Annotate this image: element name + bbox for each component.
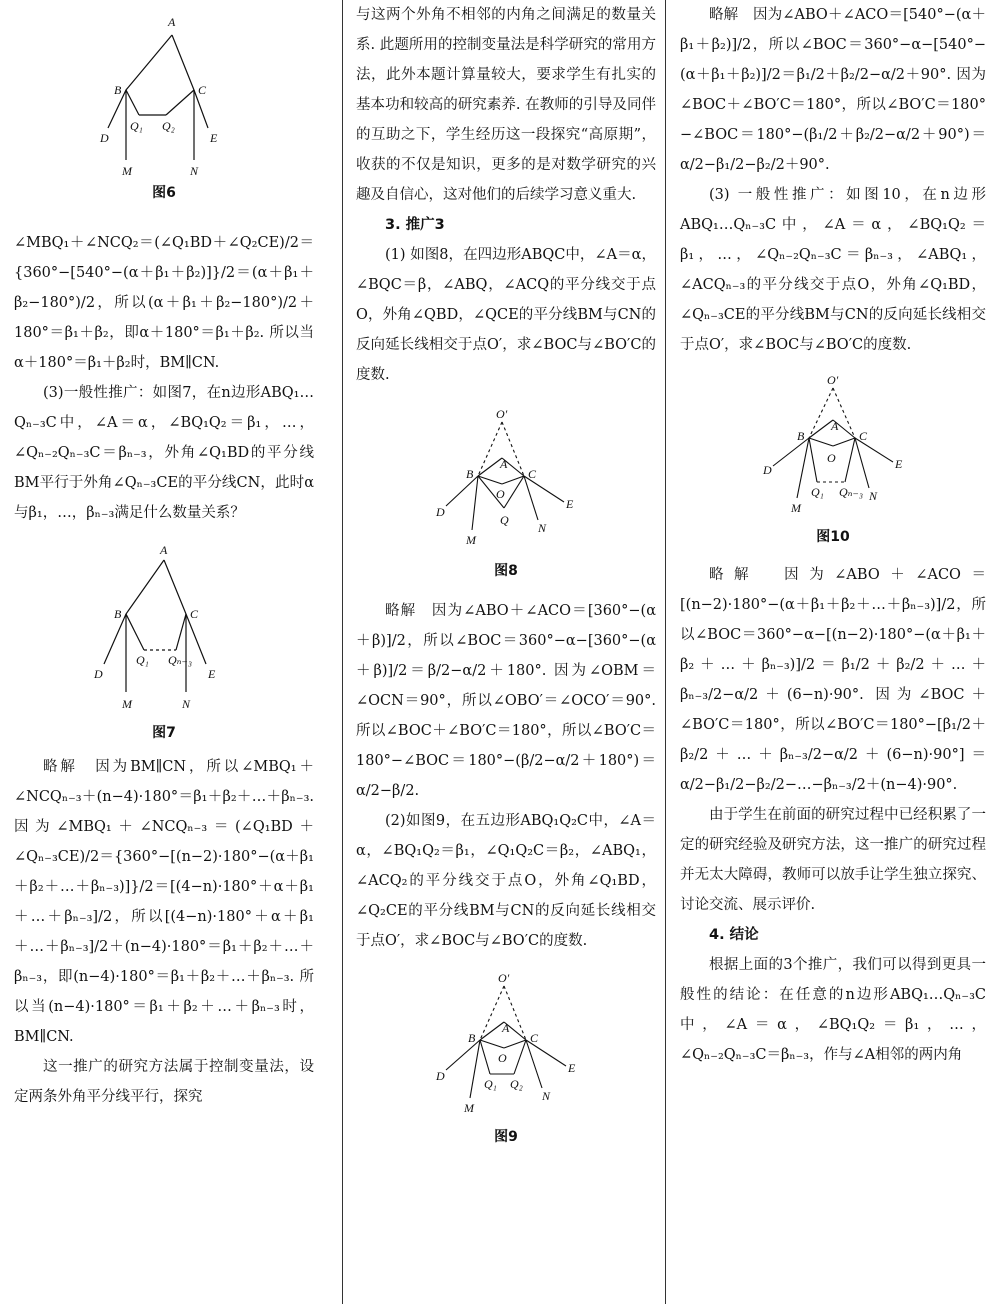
fig7-label-Q1: Q₁ [136, 653, 149, 667]
fig7-label-B: B [114, 607, 122, 621]
figure-10 [733, 374, 933, 524]
fig10-label-B: B [797, 429, 805, 443]
col2-paragraph-1: 与这两个外角不相邻的内角之间满足的数量关系. 此题所用的控制变量法是科学研究的常用方法，此外本题计算量较大，要求学生有扎实的基本功和较高的研究素养. 在教师的引导及同伴的互助之下，学生经历这一段探究“高原期”，收获的不仅是知识，更多的是对数学研究的兴趣及自信心，这对他们的后续学习意义重大. [356, 7, 656, 203]
fig7-label-Qn: Qₙ₋₃ [168, 653, 193, 667]
fig9-label-A: A [502, 1021, 510, 1035]
fig9-label-B: B [468, 1031, 476, 1045]
col2-paragraph-2: (1) 如图8，在四边形ABQC中，∠A＝α，∠BQC＝β，∠ABQ，∠ACQ的平分线交于点O，外角∠QBD，∠QCE的平分线BM与CN的反向延长线相交于点O′，求∠BOC与∠BO′C的度数. [356, 247, 656, 383]
fig10-label-O: O [827, 451, 836, 465]
fig10-label-C: C [859, 429, 868, 443]
fig8-label-M: M [466, 533, 476, 547]
col2-paragraph-3: 略解 因为∠ABO＋∠ACO＝[360°−(α＋β)]/2，所以∠BOC＝360°−α−[360°−(α＋β)]/2＝β/2−α/2＋180°. 因为∠OBM＝∠OCN＝90°，所以∠OBO′＝∠OCO′＝90°. 所以∠BOC＋∠BO′C＝180°，所以∠BO′C＝180°−∠BOC＝180°−(β/2−α/2＋180°)＝α/2−β/2. [356, 603, 656, 799]
fig10-label-A: A [831, 419, 839, 433]
fig8-label-O-prime: O′ [496, 408, 508, 421]
figure-8 [406, 408, 606, 558]
column-1 [14, 0, 314, 1304]
fig6-label-A: A [168, 15, 176, 29]
fig7-label-N: N [182, 697, 191, 711]
col3-paragraph-5: 根据上面的3个推广，我们可以得到更具一般性的结论：在任意的n边形ABQ₁…Qₙ₋₃C中，∠A＝α，∠BQ₁Q₂＝β₁，…，∠Qₙ₋₂Qₙ₋₃C＝βₙ₋₃，作与∠A相邻的两内角 [680, 957, 986, 1063]
fig9-label-Q1: Q₁ [484, 1077, 497, 1091]
fig6-label-M: M [122, 164, 132, 178]
fig10-label-D: D [763, 463, 772, 477]
col1-paragraph-2: (3)一般性推广：如图7，在n边形ABQ₁…Qₙ₋₃C中，∠A＝α，∠BQ₁Q₂＝β₁，…，∠Qₙ₋₂Qₙ₋₃C＝βₙ₋₃，外角∠Q₁BD的平分线BM平行于外角∠Qₙ₋₃CE的平分线CN，此时α与β₁，…，βₙ₋₃满足什么数量关系？ [14, 385, 314, 521]
fig8-label-O: O [496, 487, 505, 501]
figure-7-caption: 图7 [152, 725, 176, 741]
fig6-label-D: D [100, 131, 109, 145]
col3-paragraph-4: 由于学生在前面的研究过程中已经积累了一定的研究经验及研究方法，这一推广的研究过程并无太大障碍，教师可以放手让学生独立探究、讨论交流、展示评价. [680, 807, 986, 913]
fig8-label-E: E [566, 497, 574, 511]
fig6-label-Q2: Q₂ [162, 119, 175, 133]
column-rule-right [665, 0, 666, 1304]
fig10-label-O-prime: O′ [827, 374, 839, 387]
fig10-label-Qn: Qₙ₋₃ [839, 485, 864, 499]
col3-paragraph-2: (3) 一般性推广：如图10，在n边形ABQ₁…Qₙ₋₃C中，∠A＝α，∠BQ₁Q₂＝β₁，…，∠Qₙ₋₂Qₙ₋₃C＝βₙ₋₃，∠ABQ₁，∠ACQₙ₋₃的平分线交于点O，外角∠Q₁BD，∠Qₙ₋₃CE的平分线BM与CN的反向延长线相交于点O′，求∠BOC与∠BO′C的度数. [680, 187, 986, 353]
fig10-label-N: N [869, 489, 878, 503]
fig8-label-D: D [436, 505, 445, 519]
fig9-label-O-prime: O′ [498, 974, 510, 985]
figure-10-caption: 图10 [816, 529, 850, 545]
fig9-label-M: M [464, 1101, 474, 1115]
figure-9 [406, 974, 606, 1124]
section-heading-3: 3. 推广3 [385, 217, 445, 233]
fig9-label-N: N [542, 1089, 551, 1103]
fig6-label-C: C [198, 83, 207, 97]
fig6-label-E: E [210, 131, 218, 145]
fig6-label-B: B [114, 83, 122, 97]
fig10-label-M: M [791, 501, 801, 515]
fig7-label-D: D [94, 667, 103, 681]
figure-6-caption: 图6 [152, 185, 176, 201]
fig9-label-O: O [498, 1051, 507, 1065]
fig9-label-E: E [568, 1061, 576, 1075]
figure-9-caption: 图9 [494, 1129, 518, 1145]
fig9-label-D: D [436, 1069, 445, 1083]
fig8-label-Q: Q [500, 513, 509, 527]
fig6-label-N: N [190, 164, 199, 178]
figure-8-caption: 图8 [494, 563, 518, 579]
fig8-label-C: C [528, 467, 537, 481]
col1-paragraph-4: 这一推广的研究方法属于控制变量法，设定两条外角平分线平行，探究 [14, 1059, 314, 1105]
figure-7 [64, 542, 264, 720]
section-heading-4: 4. 结论 [709, 927, 759, 943]
column-3 [680, 0, 986, 1304]
fig7-label-E: E [208, 667, 216, 681]
column-2 [356, 0, 656, 1304]
fig9-label-C: C [530, 1031, 539, 1045]
fig7-label-A: A [160, 543, 168, 557]
fig9-label-Q2: Q₂ [510, 1077, 523, 1091]
fig7-label-C: C [190, 607, 199, 621]
col1-paragraph-1: ∠MBQ₁＋∠NCQ₂＝(∠Q₁BD＋∠Q₂CE)/2＝{360°−[540°−(α＋β₁＋β₂)]}/2＝(α＋β₁＋β₂−180°)/2，所以(α＋β₁＋β₂−180°)/2＋180°＝β₁＋β₂，即α＋180°＝β₁＋β₂. 所以当α＋180°＝β₁＋β₂时，BM∥CN. [14, 235, 314, 371]
fig7-label-M: M [122, 697, 132, 711]
col3-paragraph-1: 略解 因为∠ABO＋∠ACO＝[540°−(α＋β₁＋β₂)]/2，所以∠BOC＝360°−α−[540°−(α＋β₁＋β₂)]/2＝β₁/2＋β₂/2−α/2＋90°. 因为∠BOC＋∠BO′C＝180°，所以∠BO′C＝180°−∠BOC＝180°−(β₁/2＋β₂/2−α/2＋90°)＝α/2−β₁/2−β₂/2＋90°. [680, 7, 986, 173]
fig8-label-A: A [500, 457, 508, 471]
fig10-label-Q1: Q₁ [811, 485, 824, 499]
fig10-label-E: E [895, 457, 903, 471]
col2-paragraph-4: (2)如图9，在五边形ABQ₁Q₂C中，∠A＝α，∠BQ₁Q₂＝β₁，∠Q₁Q₂C＝β₂，∠ABQ₁，∠ACQ₂的平分线交于点O，外角∠Q₁BD，∠Q₂CE的平分线BM与CN的反向延长线相交于点O′，求∠BOC与∠BO′C的度数. [356, 813, 656, 949]
fig6-label-Q1: Q₁ [130, 119, 143, 133]
fig8-label-N: N [538, 521, 547, 535]
col1-paragraph-3: 略解 因为BM∥CN，所以∠MBQ₁＋∠NCQₙ₋₃＋(n−4)·180°＝β₁＋β₂＋…＋βₙ₋₃. 因为∠MBQ₁＋∠NCQₙ₋₃＝(∠Q₁BD＋∠Qₙ₋₃CE)/2＝{360°−[(n−2)·180°−(α＋β₁＋β₂＋…＋βₙ₋₃)]}/2＝[(4−n)·180°＋α＋β₁＋…＋βₙ₋₃]/2，所以[(4−n)·180°＋α＋β₁＋…＋βₙ₋₃]/2＋(n−4)·180°＝β₁＋β₂＋…＋βₙ₋₃，即(n−4)·180°＝β₁＋β₂＋…＋βₙ₋₃. 所以当(n−4)·180°＝β₁＋β₂＋…＋βₙ₋₃时，BM∥CN. [14, 759, 314, 1045]
figure-6 [64, 0, 264, 180]
fig8-label-B: B [466, 467, 474, 481]
col3-paragraph-3: 略解 因为∠ABO＋∠ACO＝[(n−2)·180°−(α＋β₁＋β₂＋…＋βₙ₋₃)]/2，所以∠BOC＝360°−α−[(n−2)·180°−(α＋β₁＋β₂＋…＋βₙ₋₃)]/2＝β₁/2＋β₂/2＋…＋βₙ₋₃/2−α/2＋(6−n)·90°. 因为∠BOC＋∠BO′C＝180°，所以∠BO′C＝180°−[β₁/2＋β₂/2＋…＋βₙ₋₃/2−α/2＋(6−n)·90°]＝α/2−β₁/2−β₂/2−…−βₙ₋₃/2＋(n−4)·90°. [680, 567, 986, 793]
column-rule-left [342, 0, 343, 1304]
